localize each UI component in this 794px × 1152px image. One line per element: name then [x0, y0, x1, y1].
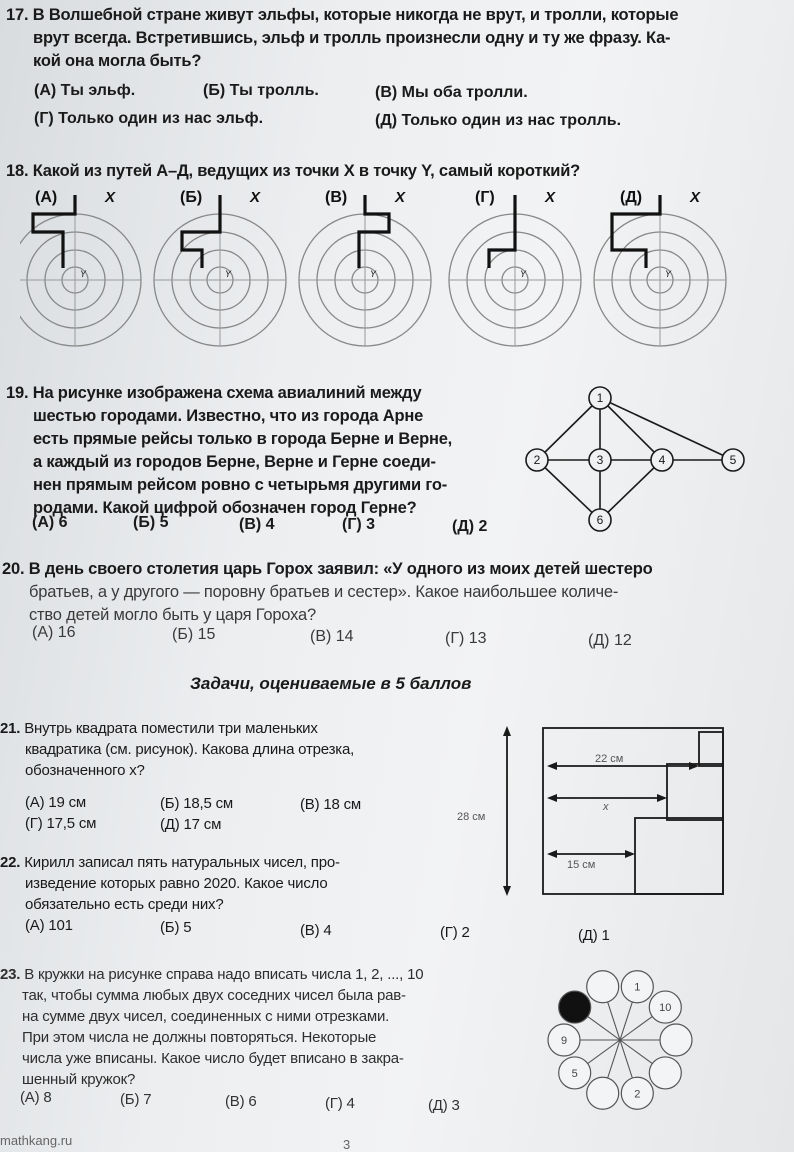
answer-option: (А) 6	[32, 514, 68, 531]
side-length-label: 28 см	[457, 811, 486, 823]
flight-routes-graph	[515, 380, 755, 535]
question-text-line: изведение которых равно 2020. Какое число	[25, 875, 328, 892]
target-figure	[594, 190, 726, 346]
answer-option: (Б) 18,5 см	[160, 795, 233, 812]
answer-option: (В) 4	[300, 922, 332, 939]
answer-option: (Г) 3	[342, 516, 376, 533]
number-circle	[649, 1057, 681, 1089]
question-text-line: на сумме двух чисел, соединенных с ними отрезками.	[22, 1008, 390, 1025]
question-number: 19.	[6, 384, 29, 402]
top-segment-label: 22 см	[595, 753, 624, 765]
answer-option: (В) 14	[310, 628, 354, 645]
answer-option: (Б) 15	[172, 626, 216, 643]
answer-option: (Б) 7	[120, 1091, 152, 1108]
question-18	[6, 160, 791, 183]
filled-circle	[559, 991, 591, 1023]
answer-option: (Д) 3	[428, 1097, 460, 1114]
number-circle	[587, 971, 619, 1003]
target-figure	[154, 190, 286, 346]
point-y-label: Y	[520, 269, 527, 279]
figure-label: (Д)	[620, 190, 643, 206]
figure-label: (В)	[325, 190, 348, 206]
question-text-line: родами. Какой цифрой обозначен город Герне?	[33, 499, 417, 517]
question-text-line: братьев, а у другого — поровну братьев и сестер». Какое наибольшее количе-	[29, 583, 619, 601]
question-number: 18.	[6, 162, 29, 180]
graph-node-label: 5	[729, 453, 737, 467]
question-22	[0, 852, 460, 915]
answer-option: (Д) 12	[588, 632, 632, 649]
point-y-label: Y	[665, 269, 672, 279]
answer-option: (Д) 2	[452, 518, 488, 535]
point-y-label: Y	[80, 269, 87, 279]
answer-option: (Г) 4	[325, 1095, 355, 1112]
question-text-line: При этом числа не должны повторяться. Некоторые	[22, 1029, 377, 1046]
answer-option: (Б) 5	[160, 919, 192, 936]
paths-figure	[20, 190, 790, 365]
answer-option: (А) 19 см	[25, 794, 87, 811]
answer-option: (Г) 17,5 см	[25, 815, 97, 832]
circles-figure	[540, 960, 700, 1120]
target-figure	[449, 190, 581, 346]
question-text-line: врут всегда. Встретившись, эльф и тролль произнесли одну и ту же фразу. Ка-	[33, 29, 671, 47]
question-text-line: обозначенного x?	[25, 762, 145, 779]
point-x-label: X	[395, 190, 406, 206]
question-number: 23.	[0, 966, 21, 983]
answer-option: (В) 18 см	[300, 796, 362, 813]
point-x-label: X	[250, 190, 261, 206]
circle-number: 1	[634, 981, 641, 994]
answer-option: (В) Мы оба тролли.	[375, 84, 528, 101]
question-text-line: обязательно есть среди них?	[25, 896, 224, 913]
x-segment-label: x	[603, 801, 609, 813]
point-x-label: X	[105, 190, 116, 206]
question-text-line: нен прямым рейсом ровно с четырьмя другими го-	[33, 476, 447, 494]
question-text-line: На рисунке изображена схема авиалиний между	[32, 384, 422, 402]
question-text-line: Кирилл записал пять натуральных чисел, про-	[24, 854, 340, 871]
circle-number: 5	[571, 1067, 578, 1080]
question-text-line: есть прямые рейсы только в города Берне и Верне,	[33, 430, 453, 448]
answer-option: (А) 8	[20, 1089, 52, 1106]
figure-label: (Г)	[475, 190, 495, 206]
graph-node-label: 1	[596, 391, 604, 405]
question-text-line: Внутрь квадрата поместили три маленьких	[24, 720, 318, 737]
number-circle	[660, 1024, 692, 1056]
question-text-line: В Волшебной стране живут эльфы, которые никогда не врут, и тролли, которые	[32, 6, 679, 24]
question-17	[6, 4, 791, 73]
answer-option: (В) 6	[225, 1093, 257, 1110]
point-x-label: X	[545, 190, 556, 206]
question-21	[0, 718, 460, 781]
question-number: 20.	[2, 560, 25, 578]
figure-label: (А)	[35, 190, 58, 206]
graph-node-label: 4	[658, 453, 666, 467]
circle-number: 9	[560, 1035, 568, 1047]
point-y-label: Y	[225, 269, 232, 279]
page-number: 3	[343, 1137, 351, 1152]
question-20	[2, 558, 792, 627]
answer-option: (Д) Только один из нас тролль.	[375, 112, 622, 129]
question-number: 17.	[6, 6, 29, 24]
answer-option: (Г) Только один из нас эльф.	[34, 110, 264, 127]
answer-option: (Б) Ты тролль.	[203, 82, 319, 99]
point-x-label: X	[690, 190, 701, 206]
answer-option: (А) 101	[25, 917, 73, 934]
question-text-line: В кружки на рисунке справа надо вписать числа 1, 2, ..., 10	[24, 966, 424, 983]
question-text-line: числа уже вписаны. Какое число будет вписано в закра-	[22, 1050, 404, 1067]
answer-option: (В) 4	[239, 516, 275, 533]
question-text-line: так, чтобы сумма любых двух соседних чисел была рав-	[22, 987, 406, 1004]
question-text-line: шенный кружок?	[22, 1071, 136, 1088]
answer-option: (А) Ты эльф.	[34, 82, 136, 99]
answer-option: (Г) 2	[440, 924, 470, 941]
graph-node-label: 3	[596, 453, 604, 467]
number-circle	[587, 1077, 619, 1109]
question-text-line: ство детей могло быть у царя Гороха?	[29, 606, 316, 624]
circle-number: 10	[659, 1002, 672, 1015]
answer-option: (Г) 13	[445, 630, 487, 647]
figure-label: (Б)	[180, 190, 203, 206]
question-19	[6, 382, 506, 520]
answer-option: (Д) 17 см	[160, 816, 222, 833]
target-figure	[299, 190, 431, 346]
question-number: 22.	[0, 854, 21, 871]
answer-option: (А) 16	[32, 624, 76, 641]
graph-node-label: 2	[533, 453, 541, 467]
question-text-line: кой она могла быть?	[33, 52, 202, 70]
point-y-label: Y	[370, 269, 377, 279]
section-title: Задачи, оцениваемые в 5 баллов	[190, 674, 472, 693]
squares-figure	[455, 718, 745, 898]
question-text-line: шестью городами. Известно, что из города Арне	[33, 407, 424, 425]
footer-site: mathkang.ru	[0, 1133, 73, 1148]
question-text-line: В день своего столетия царь Горох заявил: «У одного из моих детей шестеро	[28, 560, 653, 578]
circle-number: 2	[634, 1088, 641, 1101]
question-text-line: а каждый из городов Берне, Верне и Герне соеди-	[33, 453, 436, 471]
question-23	[0, 964, 530, 1090]
graph-node-label: 6	[596, 513, 604, 527]
answer-option: (Б) 5	[133, 514, 169, 531]
bottom-segment-label: 15 см	[567, 859, 596, 871]
question-text-line: квадратика (см. рисунок). Какова длина отрезка,	[25, 741, 355, 758]
target-figure	[20, 190, 141, 346]
answer-option: (Д) 1	[578, 927, 610, 944]
question-number: 21.	[0, 720, 21, 737]
question-text: Какой из путей А–Д, ведущих из точки X в точку Y, самый короткий?	[32, 162, 581, 180]
